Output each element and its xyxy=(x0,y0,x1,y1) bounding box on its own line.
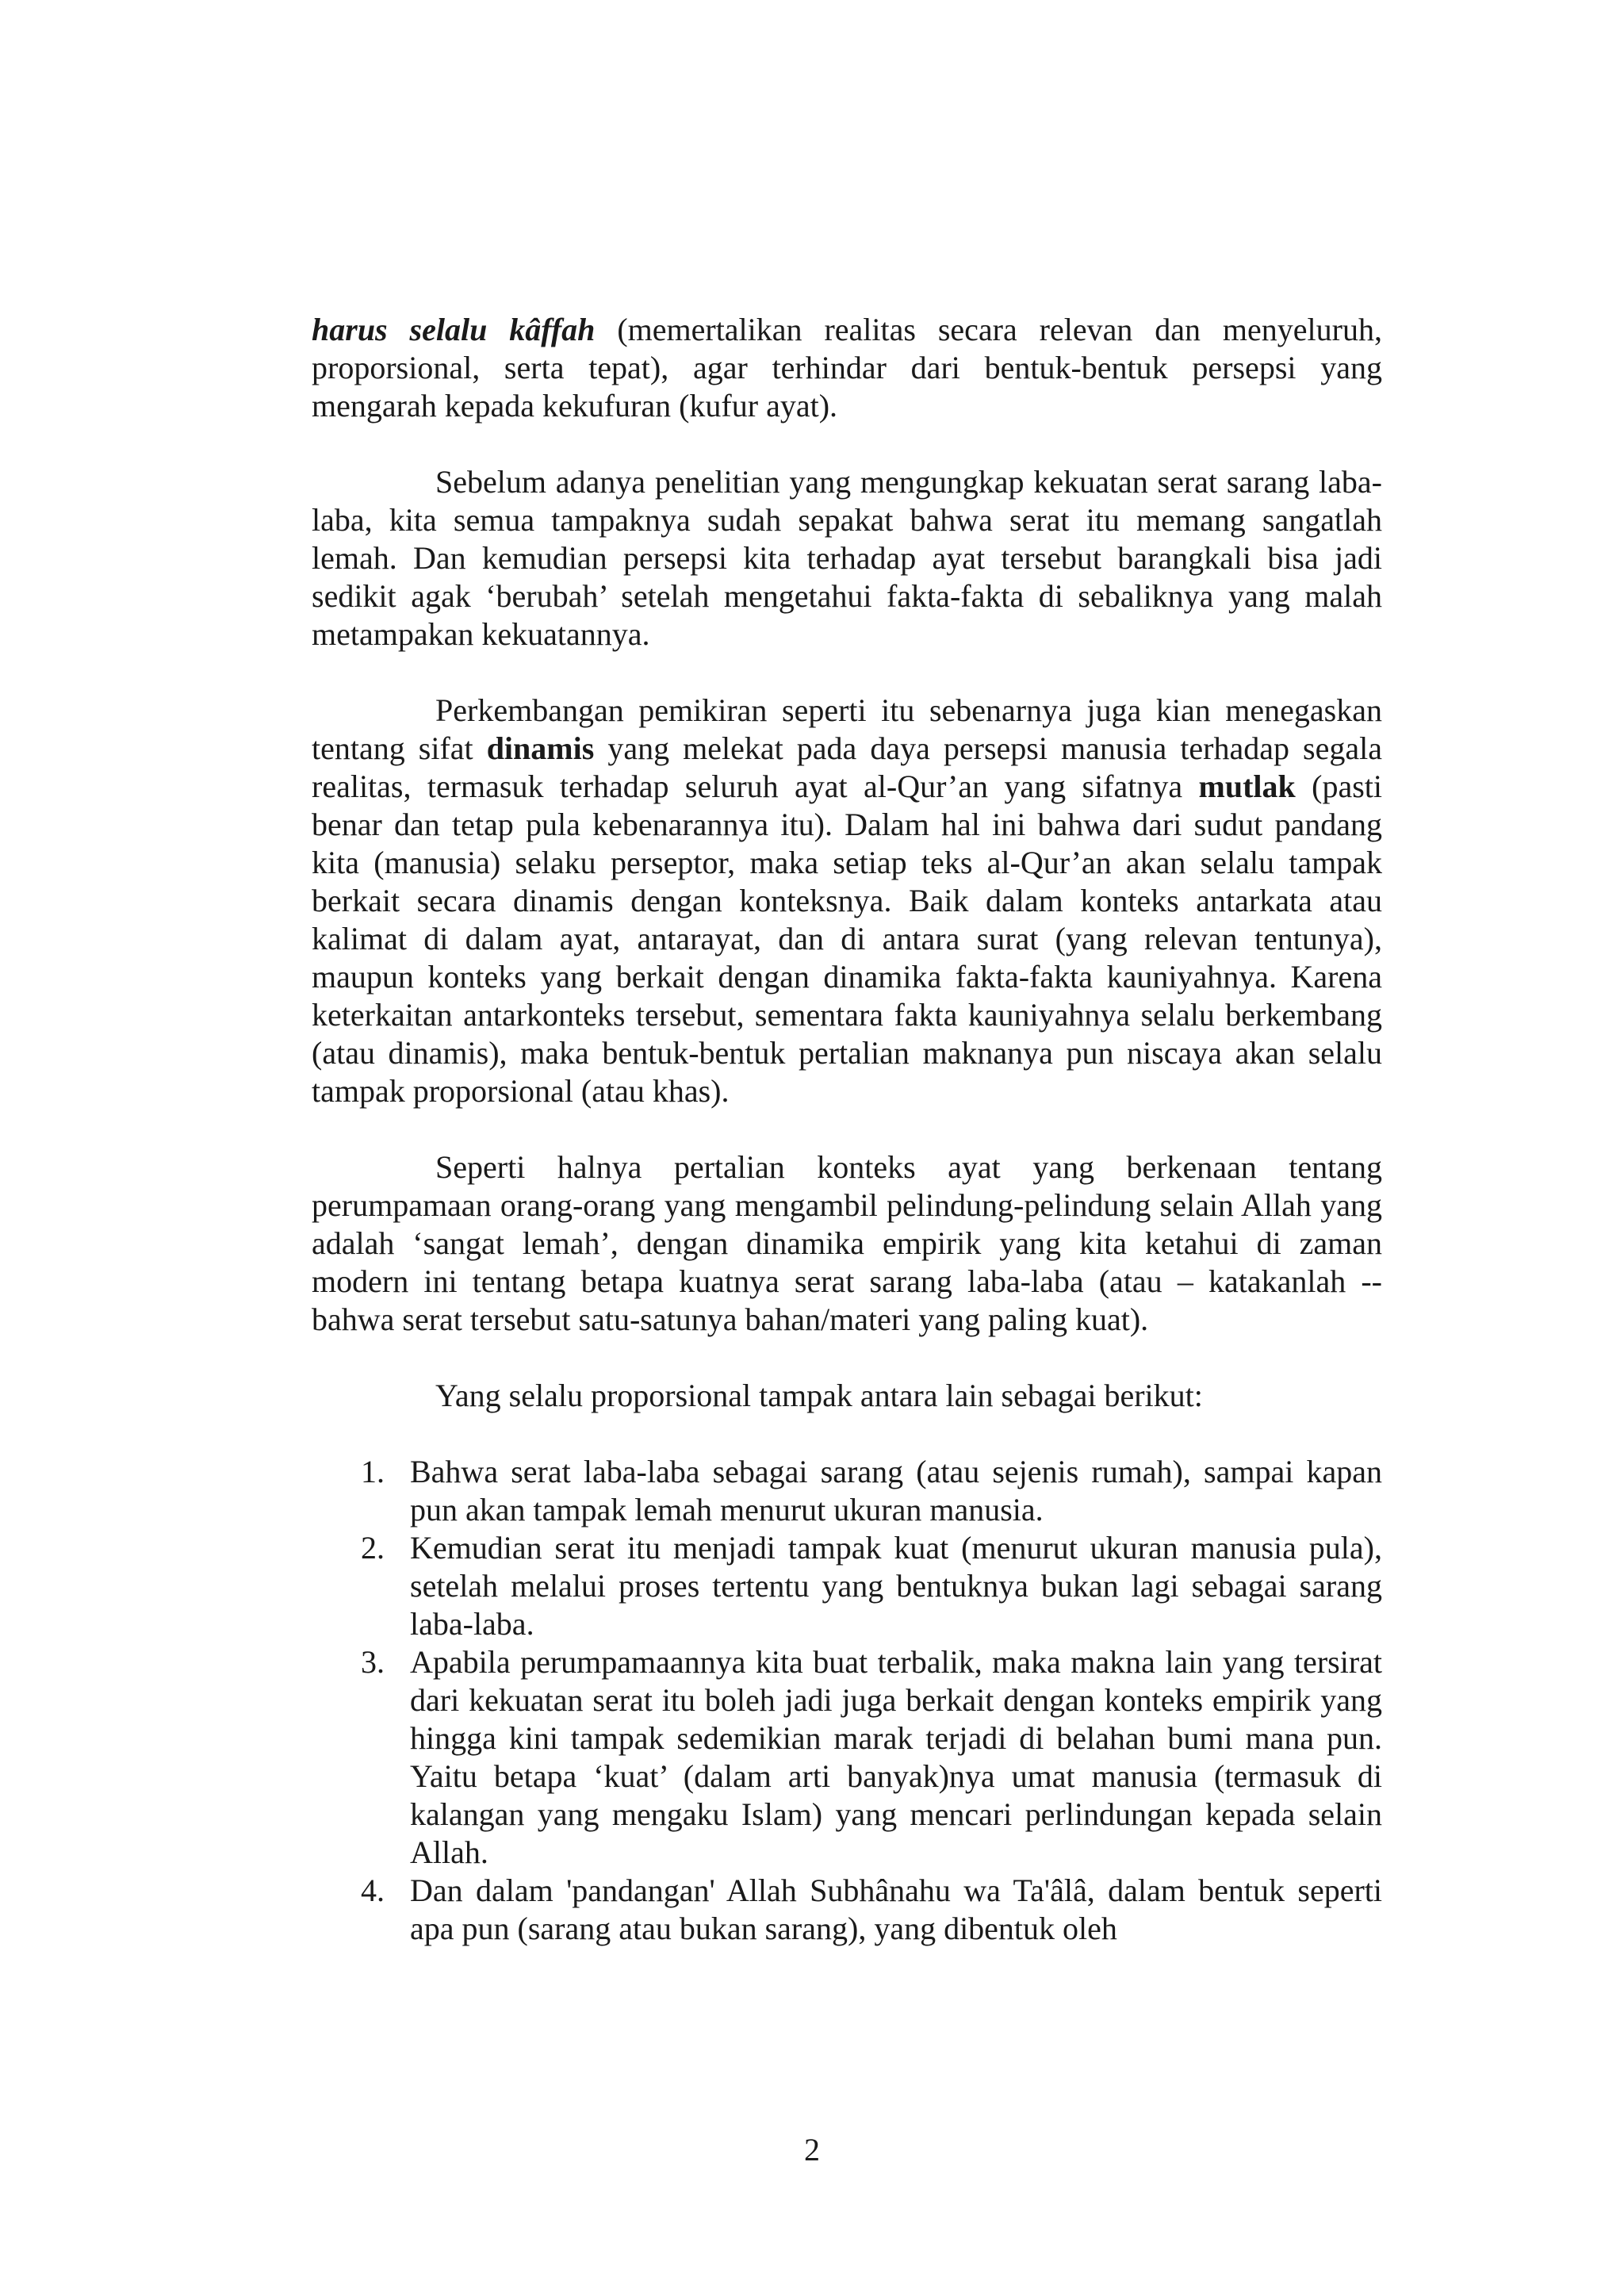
list-number: 2. xyxy=(361,1530,385,1566)
list-item xyxy=(312,1453,1382,1529)
list-number: 1. xyxy=(361,1454,385,1489)
paragraph-3 xyxy=(312,692,1382,1110)
bold-term-dinamis: dinamis xyxy=(486,730,595,766)
paragraph-1 xyxy=(312,311,1382,425)
page-number: 2 xyxy=(804,2132,820,2168)
document-body xyxy=(312,311,1382,1948)
paragraph-1-text: (memertalikan realitas secara relevan dan menyeluruh, proporsional, serta tepat), agar terhindar dari bentuk-bentuk persepsi yang mengarah kepada kekufuran (kufur ayat). xyxy=(312,312,1382,424)
list-item xyxy=(312,1643,1382,1872)
numbered-list xyxy=(312,1453,1382,1948)
list-item xyxy=(312,1529,1382,1643)
list-text: Kemudian serat itu menjadi tampak kuat (menurut ukuran manusia pula), setelah melalui proses tertentu yang bentuknya bukan lagi sebagai sarang laba-laba. xyxy=(410,1530,1382,1642)
paragraph-4: Seperti halnya pertalian konteks ayat yang berkenaan tentang perumpamaan orang-orang yang mengambil pelindung-pelindung selain Allah yang adalah ‘sangat lemah’, dengan dinamika empirik yang kita ketahui di zaman modern ini tentang betapa kuatnya serat sarang laba-laba (atau – katakanlah -- bahwa serat tersebut satu-satunya bahan/materi yang paling kuat). xyxy=(312,1149,1382,1337)
list-text: Dan dalam 'pandangan' Allah Subhânahu wa Ta'âlâ, dalam bentuk seperti apa pun (sarang atau bukan sarang), yang dibentuk oleh xyxy=(410,1872,1382,1946)
paragraph-2: Sebelum adanya penelitian yang mengungkap kekuatan serat sarang laba-laba, kita semua tampaknya sudah sepakat bahwa serat itu memang sangatlah lemah. Dan kemudian persepsi kita terhadap ayat tersebut barangkali bisa jadi sedikit agak ‘berubah’ setelah mengetahui fakta-fakta di sebaliknya yang malah metampakan kekuatannya. xyxy=(312,464,1382,652)
list-number: 4. xyxy=(361,1872,385,1908)
paragraph-3-text-c: (pasti benar dan tetap pula kebenarannya itu). Dalam hal ini bahwa dari sudut pandang kita (manusia) selaku perseptor, maka setiap teks al-Qur’an akan selalu tampak berkait secara dinamis dengan konteksnya. Baik dalam konteks antarkata atau kalimat di dalam ayat, antarayat, dan di antara surat (yang relevan tentunya), maupun konteks yang berkait dengan dinamika fakta-fakta kauniyahnya. Karena keterkaitan antarkonteks tersebut, sementara fakta kauniyahnya selalu berkembang (atau dinamis), maka bentuk-bentuk pertalian maknanya pun niscaya akan selalu tampak proporsional (atau khas). xyxy=(312,769,1382,1109)
paragraph-3-text-b: yang melekat pada daya persepsi manusia terhadap segala realitas, termasuk terhadap seluruh ayat al-Qur’an yang sifatnya xyxy=(312,730,1382,804)
bold-term-mutlak: mutlak xyxy=(1198,769,1296,804)
emphasis-term: harus selalu kâffah xyxy=(312,312,596,347)
paragraph-5: Yang selalu proporsional tampak antara lain sebagai berikut: xyxy=(435,1378,1203,1413)
list-item xyxy=(312,1872,1382,1948)
list-text: Apabila perumpamaannya kita buat terbalik, maka makna lain yang tersirat dari kekuatan serat itu boleh jadi juga berkait dengan konteks empirik yang hingga kini tampak sedemikian marak terjadi di belahan bumi mana pun. Yaitu betapa ‘kuat’ (dalam arti banyak)nya umat manusia (termasuk di kalangan yang mengaku Islam) yang mencari perlindungan kepada selain Allah. xyxy=(410,1644,1382,1870)
list-text: Bahwa serat laba-laba sebagai sarang (atau sejenis rumah), sampai kapan pun akan tampak lemah menurut ukuran manusia. xyxy=(410,1454,1382,1527)
paragraph-3-text-a: Perkembangan pemikiran seperti itu sebenarnya juga kian menegaskan tentang sifat xyxy=(312,692,1382,766)
list-number: 3. xyxy=(361,1644,385,1680)
